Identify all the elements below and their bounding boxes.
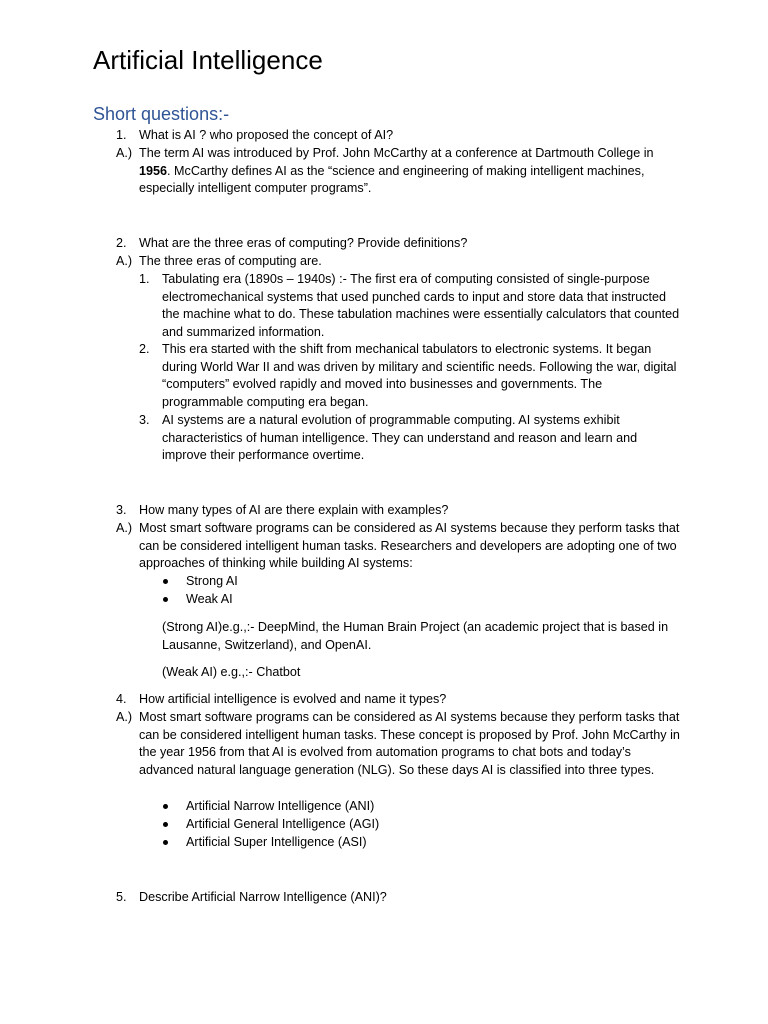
answer-text-part: . McCarthy defines AI as the “science and engineering of making intelligent machines, especially intelligent computer programs”. <box>139 163 645 196</box>
question-number: 4. <box>116 692 127 706</box>
list-item: AI systems are a natural evolution of programmable computing. AI systems exhibit characteristics of human intelligence. They can understand and reason and learn and improve their performance overtime. <box>162 413 638 463</box>
list-item-number: 3. <box>139 413 150 427</box>
example-text: (Weak AI) e.g.,:- Chatbot <box>162 665 301 679</box>
bullet-icon <box>163 804 168 809</box>
bullet-icon <box>163 822 168 827</box>
question-text: How artificial intelligence is evolved and name it types? <box>139 692 447 706</box>
question-number: 5. <box>116 890 127 904</box>
list-item: Tabulating era (1890s – 1940s) :- The first era of computing consisted of single-purpose electromechanical systems that used punched cards to input and store data that instructed the machine what to do. These tabulation machines were essentially calculators that counted and summarized information. <box>162 272 680 340</box>
list-item-number: 1. <box>139 272 150 286</box>
question-number: 1. <box>116 128 127 142</box>
answer-text: Most smart software programs can be considered as AI systems because they perform tasks that can be considered intelligent human tasks. These concept is proposed by Prof. John McCarthy in the year 1956 from that AI is evolved from automation programs to chat bots and today’s advanced natural language generation (NLG). So these days AI is classified into three types. <box>139 710 680 778</box>
bullet-icon <box>163 597 168 602</box>
question-number: 3. <box>116 503 127 517</box>
list-item: This era started with the shift from mechanical tabulators to electronic systems. It began during World War II and was driven by military and scientific needs. Following the war, digital “computers” evolved rapidly and moved into businesses and governments. The programmable computing era began. <box>162 342 677 410</box>
question-number: 2. <box>116 236 127 250</box>
bullet-icon <box>163 840 168 845</box>
answer-text: The three eras of computing are. <box>139 254 322 268</box>
list-item: Artificial Super Intelligence (ASI) <box>186 835 367 849</box>
answer-text <box>139 145 684 198</box>
answer-marker: A.) <box>116 710 133 724</box>
answer-marker: A.) <box>116 521 133 535</box>
list-item: Strong AI <box>186 574 238 588</box>
question-text: What is AI ? who proposed the concept of AI? <box>139 128 394 142</box>
list-item-number: 2. <box>139 342 150 356</box>
list-item: Artificial General Intelligence (AGI) <box>186 817 380 831</box>
question-text: What are the three eras of computing? Provide definitions? <box>139 236 468 250</box>
answer-marker: A.) <box>116 146 133 160</box>
section-heading: Short questions:- <box>93 104 230 124</box>
question-text: How many types of AI are there explain with examples? <box>139 503 449 517</box>
list-item: Weak AI <box>186 592 233 606</box>
list-item: Artificial Narrow Intelligence (ANI) <box>186 799 375 813</box>
answer-marker: A.) <box>116 254 133 268</box>
page-title: Artificial Intelligence <box>93 45 323 75</box>
example-text: (Strong AI)e.g.,:- DeepMind, the Human Brain Project (an academic project that is based in Lausanne, Switzerland), and OpenAI. <box>162 620 669 652</box>
question-text: Describe Artificial Narrow Intelligence (ANI)? <box>139 890 387 904</box>
bullet-icon <box>163 579 168 584</box>
answer-text: Most smart software programs can be considered as AI systems because they perform tasks that can be considered intelligent human tasks. Researchers and developers are adopting one of two approaches of thinking while building AI systems: <box>139 521 680 571</box>
answer-year: 1956 <box>139 163 168 178</box>
answer-text-part: The term AI was introduced by Prof. John McCarthy at a conference at Dartmouth College in <box>139 146 654 160</box>
